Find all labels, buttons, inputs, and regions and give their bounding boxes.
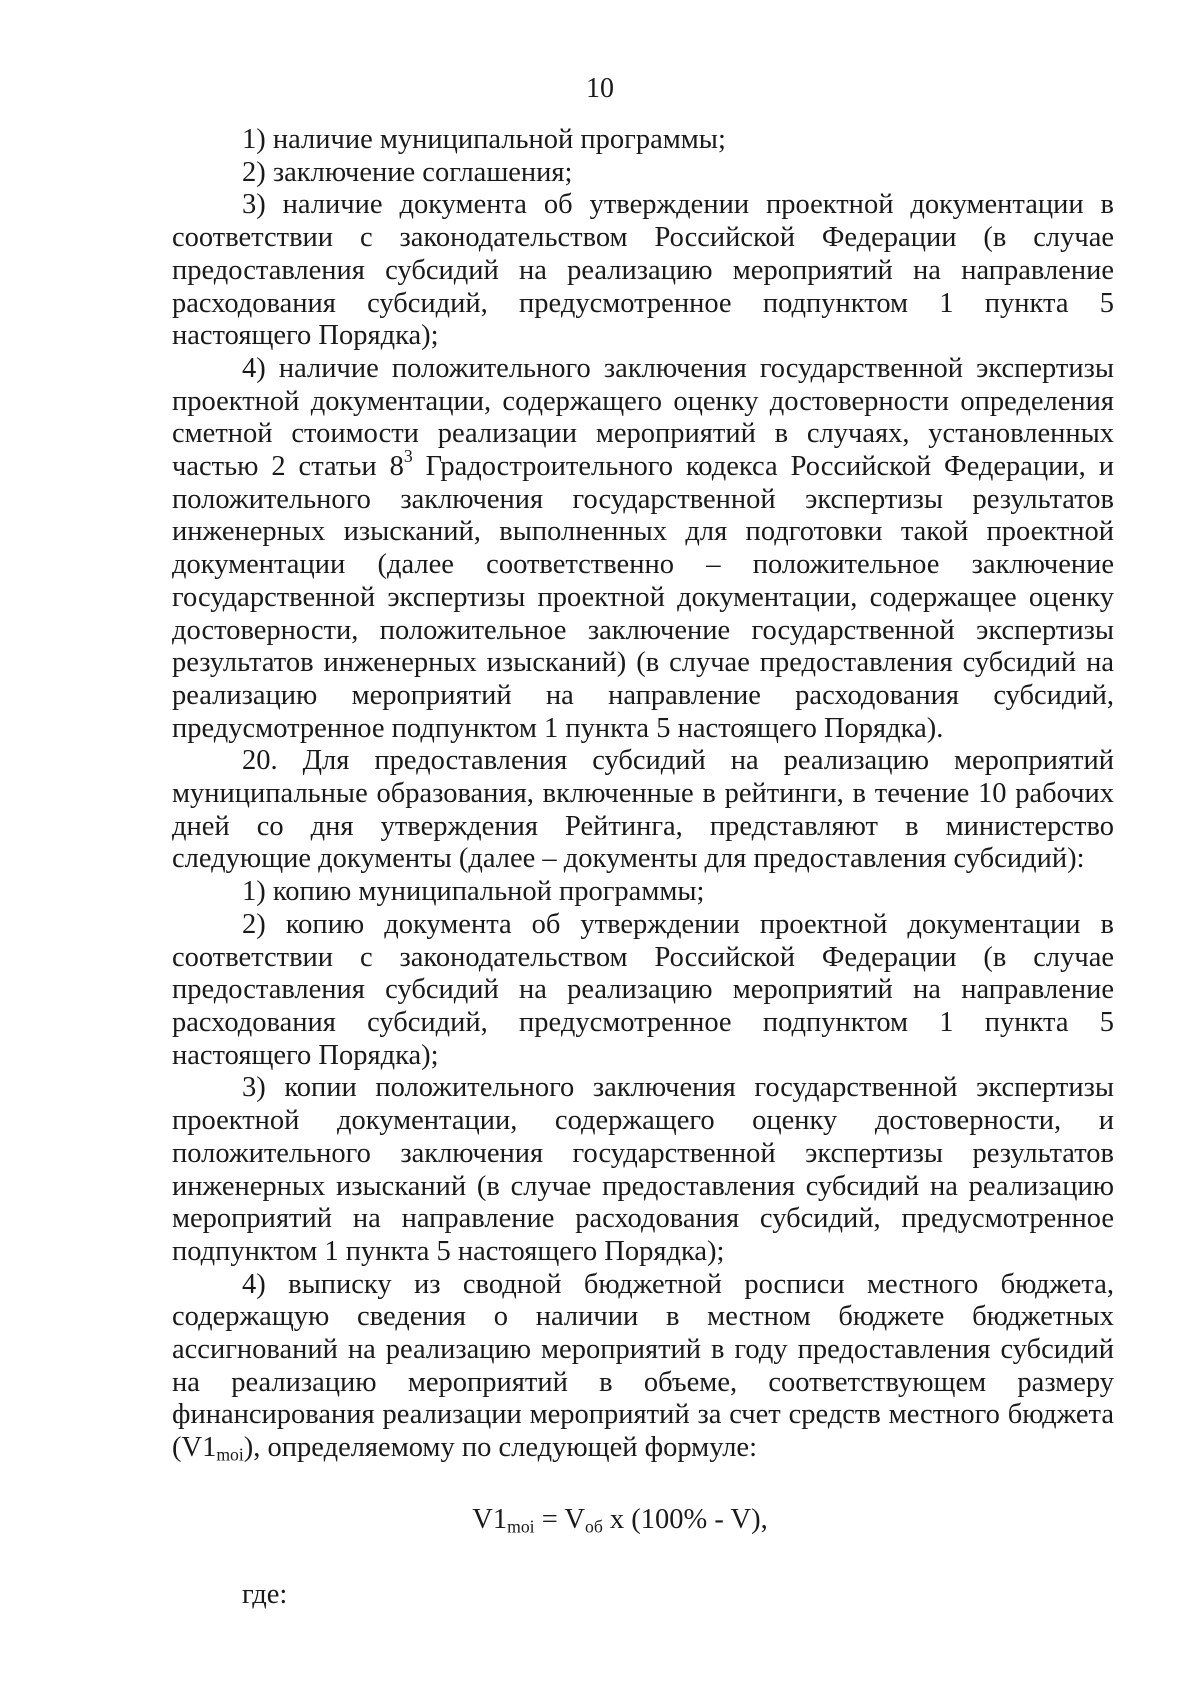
document-item-4 (172, 1269, 1114, 1465)
condition-4-text: 4) наличие положительного заключения государственной экспертизы проектной документации, содержащего оценку достоверности определения сметной стоимости реализации мероприятий в случаях, установленных частью 2 статьи 8 (172, 352, 1114, 483)
formula-lhs-subscript: moi (507, 1516, 535, 1537)
clause-20: 20. Для предоставления субсидий на реализацию мероприятий муниципальные образования, включенные в рейтинги, в течение 10 рабочих дней со дня утверждения Рейтинга, представляют в министерство следующие документы (далее – документы для предоставления субсидий): (172, 745, 1114, 875)
condition-3: 3) наличие документа об утверждении проектной документации в соответствии с законодательством Российской Федерации (в случае предоставления субсидий на реализацию мероприятий на направление расходования субсидий, предусмотренное подпунктом 1 пункта 5 настоящего Порядка); (172, 189, 1114, 352)
document-body (172, 124, 1114, 1465)
document-item-1: 1) копию муниципальной программы; (242, 876, 705, 908)
formula-lhs: V1 (472, 1504, 508, 1535)
document-item-2: 2) копию документа об утверждении проектной документации в соответствии с законодательством Российской Федерации (в случае предоставления субсидий на реализацию мероприятий на направление расходования субсидий, предусмотренное подпунктом 1 пункта 5 настоящего Порядка); (172, 908, 1114, 1071)
document-item-4-text: 4) выписку из сводной бюджетной росписи местного бюджета, содержащую сведения о наличии в местном бюджете бюджетных ассигнований на реализацию мероприятий в году предоставления субсидий на реализацию мероприятий в объеме, соответствующем размеру финансирования реализации мероприятий за счет средств местного бюджета (V1 (172, 1268, 1114, 1464)
where-label: где: (242, 1579, 288, 1610)
document-item-4-tail: ), определяемому по следующей формуле: (243, 1432, 757, 1464)
moi-subscript: moi (216, 1444, 244, 1465)
condition-4 (172, 353, 1114, 745)
document-item-3: 3) копии положительного заключения государственной экспертизы проектной документации, содержащего оценку достоверности, и положительного заключения государственной экспертизы результатов инженерных изысканий (в случае предоставления субсидий на реализацию мероприятий на направление расходования субсидий, предусмотренное подпунктом 1 пункта 5 настоящего Порядка); (172, 1072, 1114, 1267)
page-number: 10 (586, 73, 614, 104)
formula-equals: = V (534, 1504, 585, 1535)
budget-formula (0, 1503, 1200, 1537)
condition-4-text-cont: Градостроительного кодекса Российской Федерации, и положительного заключения государственной экспертизы результатов инженерных изысканий, выполненных для подготовки такой проектной документации (далее соответственно – положительное заключение государственной экспертизы проектной документации, содержащее оценку достоверности, положительное заключение государственной экспертизы результатов инженерных изысканий) (в случае предоставления субсидий на реализацию мероприятий на направление расходования субсидий, предусмотренное подпунктом 1 пункта 5 настоящего Порядка). (172, 451, 1114, 744)
formula-v-subscript: об (584, 1516, 603, 1537)
article-superscript: 3 (403, 445, 413, 466)
formula-rhs: x (100% - V), (602, 1504, 768, 1535)
condition-1: 1) наличие муниципальной программы; (242, 124, 726, 155)
condition-2: 2) заключение соглашения; (242, 156, 573, 188)
